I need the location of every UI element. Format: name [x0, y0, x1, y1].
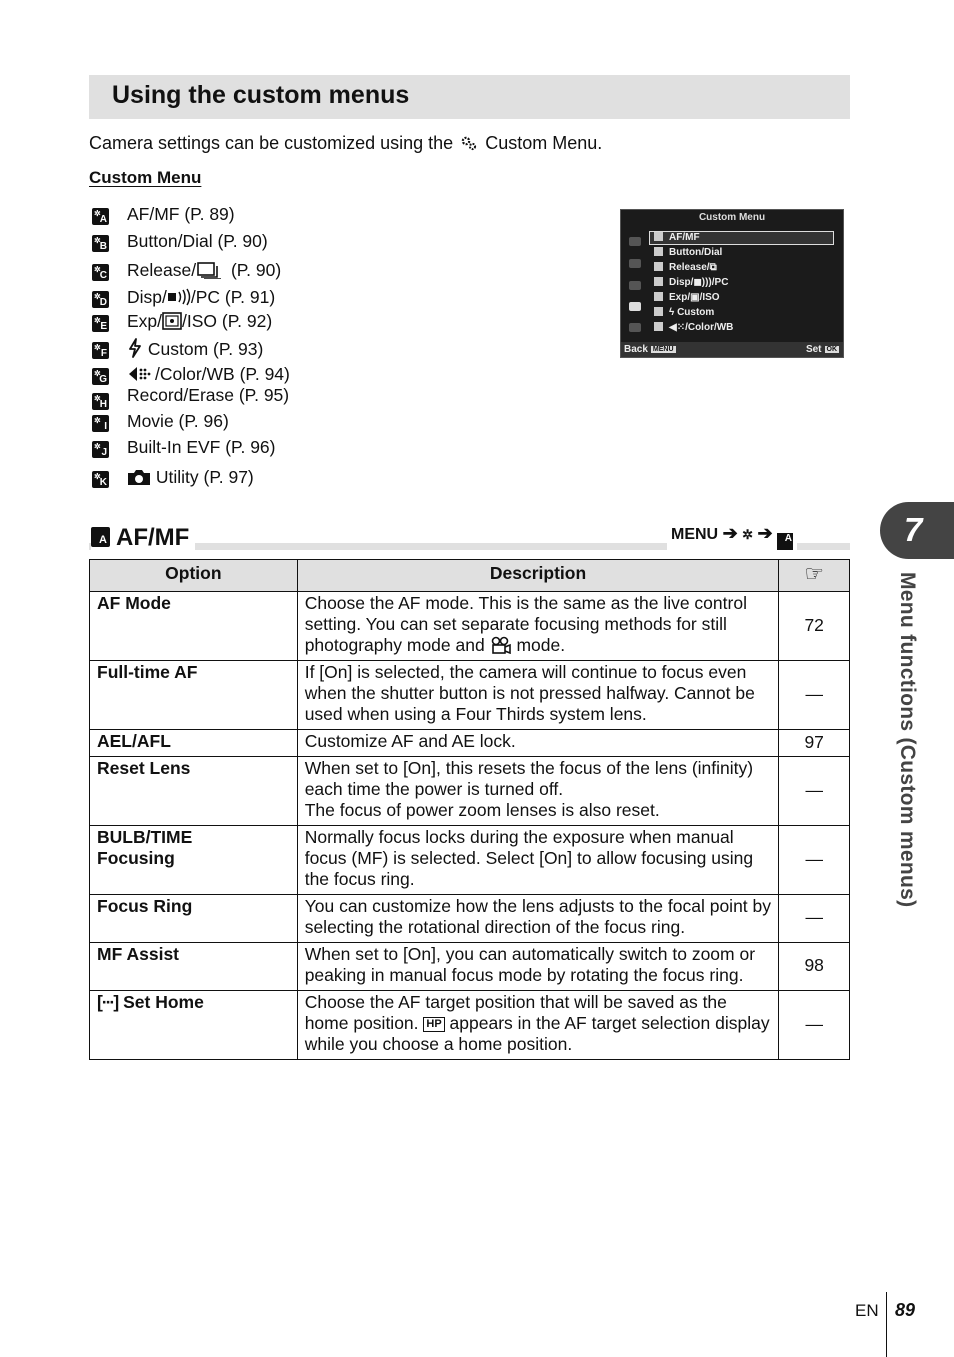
- description-cell: Customize AF and AE lock.: [297, 730, 779, 757]
- afmf-section-title: A AF/MF: [91, 524, 195, 552]
- custom-menu-f-icon: ✲ F: [94, 343, 107, 359]
- shooting-menu-1-icon: [629, 237, 641, 246]
- screen-footer: [621, 342, 843, 357]
- header-ref-icon: ☞: [779, 560, 850, 592]
- screen-header: Custom Menu: [698, 212, 766, 223]
- chapter-tab: [880, 502, 954, 559]
- af-target-icon: [∙∙∙]: [97, 992, 119, 1012]
- sound-icon: ◼))): [693, 277, 712, 288]
- table-row: [90, 895, 850, 943]
- custom-menu-a-icon: ✲ A: [94, 209, 107, 225]
- custom-menu-a-icon: A: [91, 527, 110, 547]
- setup-menu-icon: [629, 323, 641, 332]
- custom-gear-icon: ✲: [742, 527, 754, 542]
- description-cell: Normally focus locks during the exposure when manual focus (MF) is selected. Select [On] to allow focusing using the focus ring.: [297, 826, 779, 895]
- footer-divider: [886, 1292, 887, 1357]
- table-row: [90, 592, 850, 661]
- header-description: Description: [297, 560, 779, 592]
- description-cell: When set to [On], this resets the focus of the lens (infinity) each time the power is turned off. The focus of power zoom lenses is also reset.: [297, 757, 779, 826]
- ref-cell: 98: [779, 943, 850, 991]
- ref-cell: —: [779, 757, 850, 826]
- option-cell: Reset Lens: [90, 757, 298, 826]
- ref-cell: —: [779, 991, 850, 1060]
- header-option: Option: [90, 560, 298, 592]
- image-quality-icon: [127, 365, 155, 383]
- description-cell: If [On] is selected, the camera will continue to focus even when the shutter button is not pressed halfway. Cannot be used when using a Four Thirds system lens.: [297, 661, 779, 730]
- section-title: Using the custom menus: [112, 81, 410, 109]
- screen-row-afmf: AF/MF: [654, 232, 700, 243]
- playback-menu-icon: [629, 281, 641, 290]
- ref-cell: —: [779, 895, 850, 943]
- option-cell: Focus Ring: [90, 895, 298, 943]
- table-header-row: [90, 560, 850, 592]
- intro-after: Custom Menu.: [485, 133, 603, 153]
- page-number: 89: [895, 1300, 916, 1320]
- hp-icon: HP: [423, 1017, 444, 1032]
- table-row: [90, 943, 850, 991]
- metering-icon: [162, 312, 182, 330]
- ref-cell: 72: [779, 592, 850, 661]
- section-title-bar: [89, 75, 850, 119]
- ref-cell: 97: [779, 730, 850, 757]
- ref-cell: —: [779, 661, 850, 730]
- description-cell: Choose the AF mode. This is the same as the live control setting. You can set separate focusing methods for still photography mode and mode.: [297, 592, 779, 661]
- option-cell: AEL/AFL: [90, 730, 298, 757]
- camera-menu-screen: [620, 209, 844, 358]
- sequential-shooting-icon: [196, 261, 226, 279]
- sequential-shooting-icon: ⧉: [709, 262, 717, 273]
- custom-menu-h-icon: ✲ H: [94, 394, 107, 410]
- custom-menu-c-icon: ✲ C: [94, 265, 107, 281]
- custom-menu-tab-icon: [629, 302, 641, 311]
- custom-menu-i-icon: ✲ I: [94, 416, 107, 432]
- option-cell: Full-time AF: [90, 661, 298, 730]
- option-cell: MF Assist: [90, 943, 298, 991]
- custom-menu-e-icon: ✲ E: [94, 316, 107, 332]
- flash-icon: ϟ: [669, 307, 678, 318]
- screen-row-button-dial: Button/Dial: [654, 247, 722, 258]
- description-cell: When set to [On], you can automatically switch to zoom or peaking in manual focus mode by rotating the focus ring.: [297, 943, 779, 991]
- option-cell: [∙∙∙] Set Home: [90, 991, 298, 1060]
- chapter-side-label: Menu functions (Custom menus): [896, 572, 919, 908]
- custom-menu-k-icon: ✲ K: [94, 472, 107, 488]
- description-cell: You can customize how the lens adjusts to the focal point by selecting the rotational direction of the focus ring.: [297, 895, 779, 943]
- sound-icon: [167, 288, 191, 306]
- chapter-number: 7: [904, 511, 923, 548]
- custom-menu-g-icon: ✲ G: [94, 369, 107, 385]
- menu-breadcrumb: MENU ➔ ✲ ➔ A: [667, 523, 797, 550]
- image-quality-icon: ◀⁙: [669, 322, 686, 333]
- metering-icon: ▣: [690, 292, 700, 303]
- screen-row-disp: Disp/◼)))/PC: [654, 277, 728, 288]
- intro-before: Camera settings can be customized using the: [89, 133, 454, 153]
- custom-menu-a-icon: A: [777, 533, 793, 550]
- flash-icon: [127, 338, 143, 358]
- arrow-right-icon: ➔: [757, 523, 773, 543]
- arrow-right-icon: ➔: [722, 523, 738, 543]
- option-cell: AF Mode: [90, 592, 298, 661]
- table-row: [90, 991, 850, 1060]
- screen-row-release: Release/⧉: [654, 262, 717, 273]
- table-row: [90, 730, 850, 757]
- custom-menu-d-icon: ✲ D: [94, 292, 107, 308]
- table-row: [90, 826, 850, 895]
- screen-row-exp: Exp/▣/ISO: [654, 292, 720, 303]
- camera-icon: [127, 468, 151, 486]
- shooting-menu-2-icon: [629, 259, 641, 268]
- option-cell: BULB/TIME Focusing: [90, 826, 298, 895]
- description-cell: Choose the AF target position that will be saved as the home position. HP appears in the AF target selection display while you choose a home position.: [297, 991, 779, 1060]
- screen-row-color-wb: ◀⁙/Color/WB: [654, 322, 733, 333]
- movie-icon: [490, 636, 512, 654]
- custom-menu-heading: Custom Menu: [89, 168, 202, 187]
- custom-gear-icon: [460, 134, 478, 152]
- intro-text: [89, 133, 602, 154]
- screen-back: Back MENU: [624, 344, 674, 355]
- afmf-options-table: [89, 559, 850, 1060]
- footer-language: EN: [855, 1301, 879, 1320]
- screen-row-custom: ϟ Custom: [654, 307, 714, 318]
- custom-menu-j-icon: ✲ J: [94, 442, 107, 458]
- custom-menu-b-icon: ✲ B: [94, 236, 107, 252]
- table-row: [90, 757, 850, 826]
- table-row: [90, 661, 850, 730]
- ref-cell: —: [779, 826, 850, 895]
- screen-set: Set OK: [805, 344, 837, 355]
